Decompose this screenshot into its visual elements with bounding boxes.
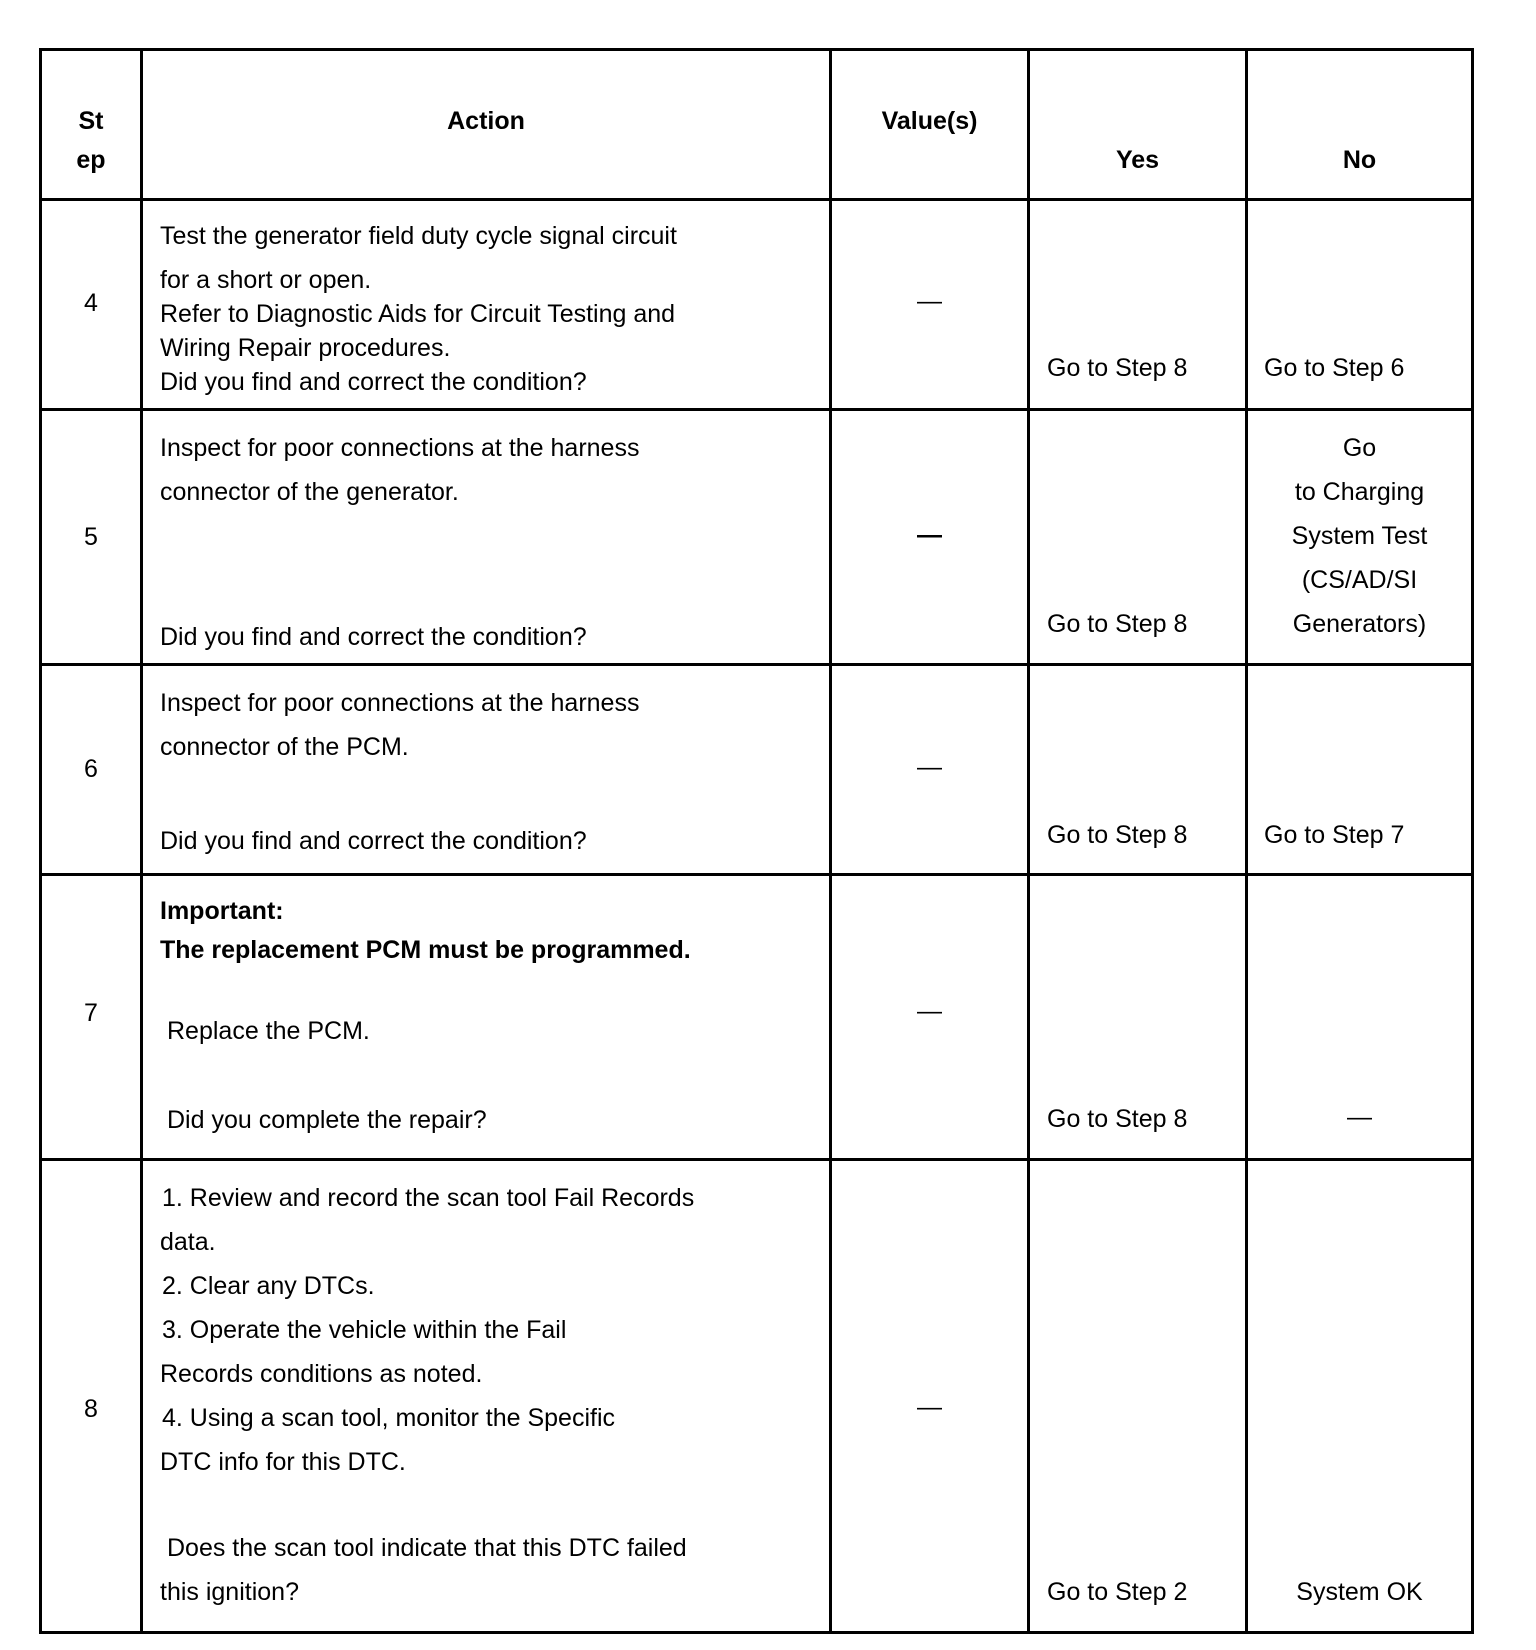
value-cell: — (831, 200, 1029, 410)
value-cell: — (831, 410, 1029, 665)
no-cell: Go to Charging System Test (CS/AD/SI Generators) (1247, 410, 1473, 665)
value-cell: — (831, 665, 1029, 875)
header-values: Value(s) (831, 50, 1029, 200)
header-action: Action (142, 50, 831, 200)
step-cell: 7 (41, 875, 142, 1160)
yes-cell: Go to Step 8 (1029, 200, 1247, 410)
diagnostic-table (39, 48, 1474, 1634)
table-row-step-5 (41, 410, 1473, 665)
important-text: The replacement PCM must be programmed. (160, 936, 691, 964)
header-step: St ep (41, 50, 142, 200)
no-cell: — (1247, 875, 1473, 1160)
step-cell: 6 (41, 665, 142, 875)
yes-cell: Go to Step 2 (1029, 1160, 1247, 1633)
action-cell: 1. Review and record the scan tool Fail Records data. 2. Clear any DTCs. 3. Operate the vehicle within the Fail Records conditions as noted. 4. Using a scan tool, monitor the Specific DTC info for this DTC. Does the scan tool indicate that this DTC failed this ignition? (142, 1160, 831, 1633)
action-cell: Inspect for poor connections at the harness connector of the PCM. Did you find and correct the condition? (142, 665, 831, 875)
step-cell: 8 (41, 1160, 142, 1633)
action-cell: Important: The replacement PCM must be programmed. Replace the PCM. Did you complete the repair? (142, 875, 831, 1160)
step-cell: 5 (41, 410, 142, 665)
table-row-step-8 (41, 1160, 1473, 1633)
important-label: Important: (160, 897, 284, 925)
table-row-step-7 (41, 875, 1473, 1160)
action-cell: Inspect for poor connections at the harness connector of the generator. Did you find and correct the condition? (142, 410, 831, 665)
no-cell: Go to Step 7 (1247, 665, 1473, 875)
table-row-step-6 (41, 665, 1473, 875)
header-no: No (1247, 50, 1473, 200)
no-cell: Go to Step 6 (1247, 200, 1473, 410)
yes-cell: Go to Step 8 (1029, 875, 1247, 1160)
table-row-step-4 (41, 200, 1473, 410)
value-cell: — (831, 875, 1029, 1160)
action-cell: Test the generator field duty cycle signal circuit for a short or open. Refer to Diagnostic Aids for Circuit Testing and Wiring Repair procedures. Did you find and correct the condition? (142, 200, 831, 410)
no-cell: System OK (1247, 1160, 1473, 1633)
header-yes: Yes (1029, 50, 1247, 200)
yes-cell: Go to Step 8 (1029, 665, 1247, 875)
value-cell: — (831, 1160, 1029, 1633)
step-cell: 4 (41, 200, 142, 410)
yes-cell: Go to Step 8 (1029, 410, 1247, 665)
header-row (41, 50, 1473, 200)
